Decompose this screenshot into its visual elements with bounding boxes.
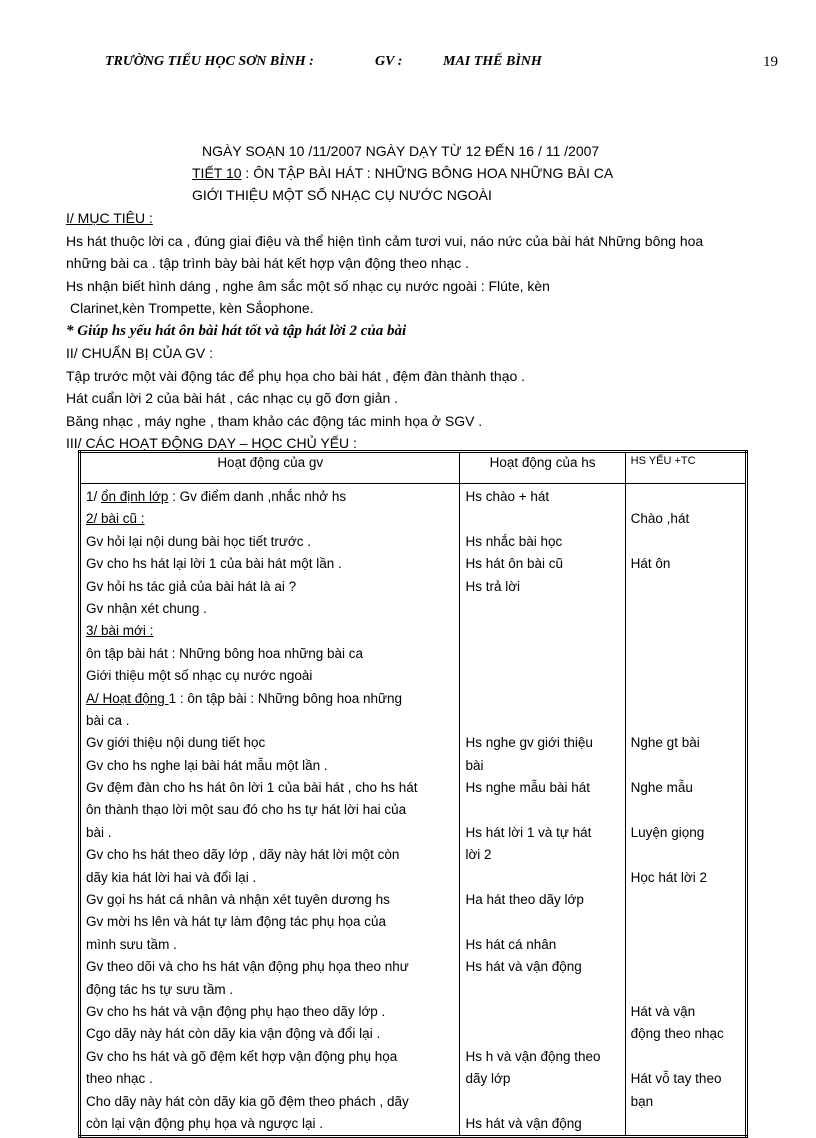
prep-line: Băng nhạc , máy nghe , tham khảo các động tác minh họa ở SGV . xyxy=(66,412,483,429)
table-cell-line xyxy=(465,1001,619,1023)
table-cell-line: Hs hát và vận động xyxy=(465,959,582,975)
table-cell-line: Gv nhận xét chung . xyxy=(86,600,207,616)
lesson-title xyxy=(192,162,613,184)
table-cell-line: Gv gọi hs hát cá nhân và nhận xét tuyên dương hs xyxy=(86,892,390,908)
table-cell-line: Hs hát lời 1 và tự hát xyxy=(465,824,592,840)
table-cell-line: Ha hát theo dãy lớp xyxy=(465,892,584,908)
table-cell-line xyxy=(631,755,740,777)
table-cell-line: Hs hát ôn bài cũ xyxy=(465,556,564,572)
table-cell-line: bài ca . xyxy=(86,712,130,728)
lesson-label: TIẾT 10 xyxy=(192,165,242,181)
table-cell-line: Chào ,hát xyxy=(630,511,690,527)
table-cell-line: Gv mời hs lên và hát tự làm động tác phụ họa của xyxy=(86,914,387,930)
table-cell-line xyxy=(631,665,740,687)
student-activities-cell xyxy=(460,484,625,1137)
table-cell-line: Nghe mẫu xyxy=(630,780,693,796)
activities-table xyxy=(78,450,748,1138)
table-body-row xyxy=(80,484,747,1137)
table-cell-line xyxy=(465,911,619,933)
activities-heading: III/ CÁC HOẠT ĐỘNG DẠY – HỌC CHỦ YẾU : xyxy=(66,435,357,451)
table-cell-line: Học hát lời 2 xyxy=(630,869,708,885)
table-cell-line xyxy=(631,799,740,821)
special-note: * Giúp hs yếu hát ôn bài hát tốt và tập hát lời 2 của bài xyxy=(66,322,407,339)
teacher-activities-cell xyxy=(80,484,460,1137)
lesson-dates: NGÀY SOẠN 10 /11/2007 NGÀY DẠY TỪ 12 ĐẾN 16 / 11 /2007 xyxy=(202,143,600,159)
prep-heading: II/ CHUẨN BỊ CỦA GV : xyxy=(66,345,214,361)
table-cell-line: Gv cho hs hát và vận động phụ hạo theo dãy lớp . xyxy=(86,1003,386,1019)
table-cell-line: Luyện giọng xyxy=(630,824,705,840)
page-header xyxy=(105,54,785,78)
table-cell-line: Hs nghe gv giới thiệu xyxy=(465,735,593,751)
table-cell-line: dãy kia hát lời hai và đổi lại . xyxy=(86,869,257,885)
table-header-row xyxy=(80,452,747,484)
table-cell-line xyxy=(465,643,619,665)
table-cell-line: Hs nghe mẫu bài hát xyxy=(465,780,591,796)
table-cell-line xyxy=(631,934,740,956)
table-cell-line: còn lại vận động phụ họa và ngược lại . xyxy=(86,1115,324,1131)
table-cell-line: Gv đệm đàn cho hs hát ôn lời 1 của bài hát , cho hs hát xyxy=(86,780,418,796)
table-cell-line xyxy=(631,710,740,732)
table-cell-line: ôn thành thạo lời một sau đó cho hs tự hát lời hai của xyxy=(86,802,407,818)
prep-line: Tập trước một vài động tác để phụ họa cho bài hát , đệm đàn thành thạo . xyxy=(66,367,526,384)
table-cell-line xyxy=(631,1046,740,1068)
table-cell-line: Cho dãy này hát còn dãy kia gõ đệm theo phách , dãy xyxy=(86,1093,409,1109)
table-cell-line: 1/ ổn định lớp : Gv điểm danh ,nhắc nhở hs xyxy=(86,489,347,504)
table-cell-line xyxy=(465,799,619,821)
table-cell-line xyxy=(631,844,740,866)
table-cell-line xyxy=(465,979,619,1001)
prep-line: Hát cuẩn lời 2 của bài hát , các nhạc cụ gõ đơn giản . xyxy=(66,390,399,406)
table-cell-line: mình sưu tầm . xyxy=(86,936,177,952)
school-name: TRƯỜNG TIỂU HỌC SƠN BÌNH : xyxy=(105,54,314,69)
table-cell-line: 2/ bài cũ : xyxy=(86,511,145,527)
table-cell-line: Hs chào + hát xyxy=(465,489,550,504)
table-cell-line: Gv cho hs hát lại lời 1 của bài hát một lần . xyxy=(86,556,342,572)
table-cell-line xyxy=(631,486,740,508)
table-cell-line xyxy=(465,1091,619,1113)
table-cell-line: Hát vỗ tay theo xyxy=(630,1071,722,1087)
table-cell-line xyxy=(631,1113,740,1135)
table-cell-line: Gv hỏi hs tác giả của bài hát là ai ? xyxy=(86,578,297,594)
table-cell-line xyxy=(631,911,740,933)
table-cell-line: Gv cho hs hát và gõ đệm kết hợp vận động phụ họa xyxy=(86,1048,398,1064)
table-cell-line xyxy=(465,620,619,642)
table-cell-line xyxy=(631,598,740,620)
table-cell-line xyxy=(631,643,740,665)
table-cell-line: Hs trả lời xyxy=(465,578,521,594)
weak-student-activities-cell xyxy=(625,484,746,1137)
table-cell-line: Hát và vận xyxy=(630,1003,696,1019)
objective-line: những bài ca . tập trình bày bài hát kết hợp vận động theo nhạc . xyxy=(66,255,470,271)
table-cell-line: theo nhạc . xyxy=(86,1071,153,1087)
table-cell-line: dãy lớp xyxy=(465,1071,511,1087)
table-cell-line xyxy=(631,531,740,553)
table-cell-line xyxy=(465,867,619,889)
table-cell-line xyxy=(631,979,740,1001)
column-header-student: Hoạt động của hs xyxy=(460,452,625,484)
table-cell-line: Giới thiệu một số nhạc cụ nước ngoài xyxy=(86,668,313,684)
table-cell-line xyxy=(631,956,740,978)
table-cell-line xyxy=(465,688,619,710)
lesson-title-text: : ÔN TẬP BÀI HÁT : NHỮNG BÔNG HOA NHỮNG BÀI CA xyxy=(241,165,614,181)
page-number: 19 xyxy=(763,54,778,70)
lesson-subtitle: GIỚI THIỆU MỘT SỐ NHẠC CỤ NƯỚC NGOÀI xyxy=(192,187,492,203)
table-cell-line xyxy=(465,710,619,732)
table-cell-line: Hát ôn xyxy=(630,556,671,572)
column-header-teacher: Hoạt động của gv xyxy=(80,452,460,484)
table-cell-line xyxy=(465,508,619,530)
table-cell-line: động theo nhạc xyxy=(630,1026,724,1042)
column-header-weak-students: HS YẾU +TC xyxy=(625,452,746,484)
table-cell-line: bài xyxy=(465,757,484,773)
lesson-body xyxy=(66,207,786,455)
table-cell-line: bài . xyxy=(86,824,112,840)
table-cell-line: Gv giới thiệu nội dung tiết học xyxy=(86,735,266,751)
table-cell-line: A/ Hoạt động 1 : ôn tập bài : Những bông hoa những xyxy=(86,690,403,706)
table-cell-line xyxy=(631,576,740,598)
table-cell-line xyxy=(465,1023,619,1045)
table-cell-line: bạn xyxy=(630,1093,654,1109)
table-cell-line xyxy=(631,889,740,911)
objective-line: Clarinet,kèn Trompette, kèn Sắophone. xyxy=(70,300,314,316)
table-cell-line: ôn tập bài hát : Những bông hoa những bài ca xyxy=(86,645,364,661)
table-cell-line: Gv cho hs hát theo dãy lớp , dãy này hát lời một còn xyxy=(86,847,400,863)
table-cell-line: Gv hỏi lại nội dung bài học tiết trước . xyxy=(86,533,312,549)
lesson-titles xyxy=(192,140,613,206)
table-cell-line xyxy=(465,598,619,620)
table-cell-line: Hs hát và vận động xyxy=(465,1115,582,1131)
table-cell-line: 3/ bài mới : xyxy=(86,623,154,639)
table-cell-line: Hs h và vận động theo xyxy=(465,1048,601,1064)
table-cell-line: Hs nhắc bài học xyxy=(465,533,563,549)
table-cell-line xyxy=(631,620,740,642)
objective-line: Hs nhận biết hình dáng , nghe âm sắc một số nhạc cụ nước ngoài : Flúte, kèn xyxy=(66,277,550,294)
teacher-label: GV : xyxy=(375,54,403,69)
table-cell-line: Cgo dãy này hát còn dãy kia vận động và đổi lại . xyxy=(86,1026,381,1042)
table-cell-line: động tác hs tự sưu tầm . xyxy=(86,981,234,997)
objective-line: Hs hát thuộc lời ca , đúng giai điệu và thể hiện tình cảm tươi vui, náo nức của bài hát Những bông hoa xyxy=(66,232,704,249)
table-cell-line xyxy=(631,688,740,710)
table-cell-line: Gv cho hs nghe lại bài hát mẫu một lần . xyxy=(86,757,328,773)
table-cell-line: Nghe gt bài xyxy=(630,735,700,751)
table-cell-line xyxy=(465,665,619,687)
table-cell-line: Gv theo dõi và cho hs hát vận động phụ họa theo như xyxy=(86,959,409,975)
teacher-name: MAI THẾ BÌNH xyxy=(443,54,542,69)
table-cell-line: Hs hát cá nhân xyxy=(465,936,557,952)
objectives-heading: I/ MỤC TIÊU : xyxy=(66,210,153,226)
table-cell-line: lời 2 xyxy=(465,847,492,863)
